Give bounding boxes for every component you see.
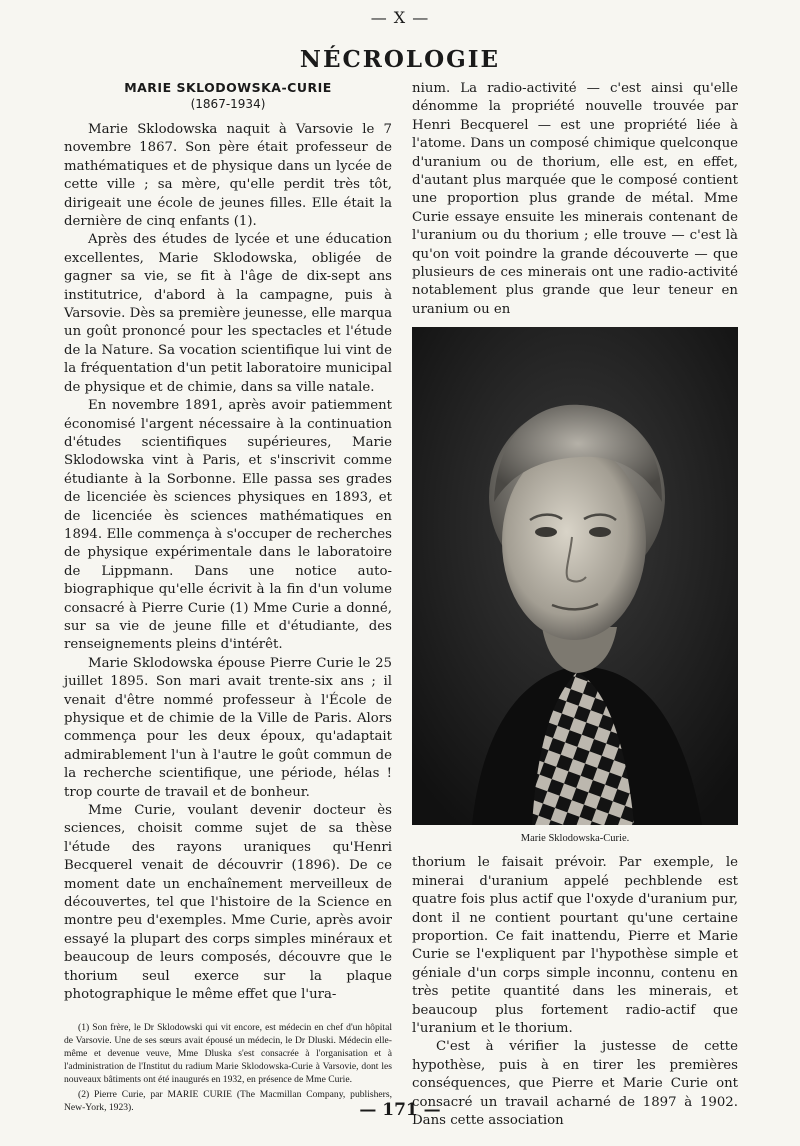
paragraph: Mme Curie, voulant devenir docteur ès sciences, choisit comme sujet de sa thèse l'étude des rayons uraniques qu'Henri Becquerel venait de découvrir (1896). De ce moment date un enchaînement merveilleux de découvertes, tel que l'histoire de la Science en montre peu d'exemples. Mme Curie, après avoir essayé la plupart des corps simples minéraux et beaucoup de leurs composés, découvre que le thorium seul exerce sur la plaque photographique le même effet que l'ura- xyxy=(64,803,392,1003)
left-column xyxy=(64,80,392,1114)
footnote: (1) Son frère, le Dr Sklodowski qui vit encore, est médecin en chef d'un hôpital de Varsovie. Une de ses sœurs avait épousé un médecin, le Dr Dluski. Médecin elle-même et devenue veuve, Mme Dluska s'est consacrée à l'organisation et à l'administration de l'Institut du radium Marie Sklodowska-Curie à Varsovie, dont les nouveaux bâtiments ont été inaugurés en 1932, en présence de Mme Curie. xyxy=(64,1021,392,1085)
photo-caption: Marie Sklodowska-Curie. xyxy=(520,833,630,845)
paragraph: Marie Sklodowska naquit à Varsovie le 7 novembre 1867. Son père était professeur de mathématiques et de physique dans un lycée de cette ville ; sa mère, qu'elle perdit très tôt, dirigeait une école de jeunes filles. Elle était la dernière de cinq enfants (1). xyxy=(64,122,392,230)
article-title: MARIE SKLODOWSKA-CURIE xyxy=(124,80,332,95)
paragraph: Après des études de lycée et une éducation excellentes, Marie Sklodowska, obligée de gagner sa vie, se fit à l'âge de dix-sept ans institutrice, d'abord à la campagne, puis à Varsovie. Dès sa première jeunesse, elle marqua un goût prononcé pour les spectacles et l'étude de la Nature. Sa vocation scientifique lui vint de la fréquentation d'un petit laboratoire municipal de physique et de chimie, dans sa ville natale. xyxy=(64,232,392,395)
page-marker-roman: — X — xyxy=(370,8,430,27)
article-dates: (1867-1934) xyxy=(190,97,266,111)
right-column xyxy=(412,80,738,1130)
portrait-photo xyxy=(412,327,738,825)
section-title: NÉCROLOGIE xyxy=(299,46,501,73)
page-number: — 171 — xyxy=(359,1100,441,1120)
paragraph: En novembre 1891, après avoir patiemment économisé l'argent nécessaire à la continuation d'études scientifiques supérieures, Marie Sklodowska vint à Paris, et s'inscrivit comme étudiante à la Sorbonne. Elle passa ses grades de licenciée ès sciences physiques en 1893, et de licenciée ès sciences mathématiques en 1894. Elle commença à s'occuper de recherches de physique expérimentale dans le laboratoire de Lippmann. Dans une notice auto-biographique qu'elle écrivit à la fin d'un volume consacré à Pierre Curie (1) Mme Curie a donné, sur sa vie de jeune fille et d'étudiante, des renseignements pleins d'intérêt. xyxy=(64,398,392,653)
paragraph: Marie Sklodowska épouse Pierre Curie le 25 juillet 1895. Son mari avait trente-six ans ; il venait d'être nommé professeur à l'École de physique et de chimie de la Ville de Paris. Alors commença pour les deux époux, qu'adaptait admirablement l'un à l'autre le goût commun de la recherche scientifique, une période, hélas ! trop courte de travail et de bonheur. xyxy=(64,655,392,800)
paragraph: C'est à vérifier la justesse de cette hypothèse, puis à en tirer les premières conséquences, que Pierre et Marie Curie ont consacré un travail acharné de 1897 à 1902. Dans cette association xyxy=(412,1039,738,1128)
paragraph: thorium le faisait prévoir. Par exemple, le minerai d'uranium appelé pechblende est quatre fois plus actif que l'oxyde d'uranium pur, dont il ne contient pourtant qu'une certaine proportion. Ce fait inattendu, Pierre et Marie Curie se l'expliquent par l'hypothèse simple et géniale d'un corps simple inconnu, contenu en très petite quantité dans les minerais, et beaucoup plus fortement radio-actif que l'uranium et le thorium. xyxy=(412,855,738,1036)
portrait-illustration xyxy=(412,327,738,825)
paragraph: nium. La radio-activité — c'est ainsi qu'elle dénomme la propriété nouvelle trouvée par Henri Becquerel — est une propriété liée à l'atome. Dans un composé chimique quelconque d'uranium ou de thorium, elle est, en effet, d'autant plus marquée que le composé contient une proportion plus grande de métal. Mme Curie essaye ensuite les minerais contenant de l'uranium ou du thorium ; elle trouve — c'est là qu'on voit poindre la grande découverte — que plusieurs de ces minerais ont une radio-activité notablement plus grande que leur teneur en uranium ou en xyxy=(412,81,738,317)
footnote: (2) Pierre Curie, par MARIE CURIE (The Macmillan Company, publishers, New-York, 1923). xyxy=(64,1088,392,1113)
